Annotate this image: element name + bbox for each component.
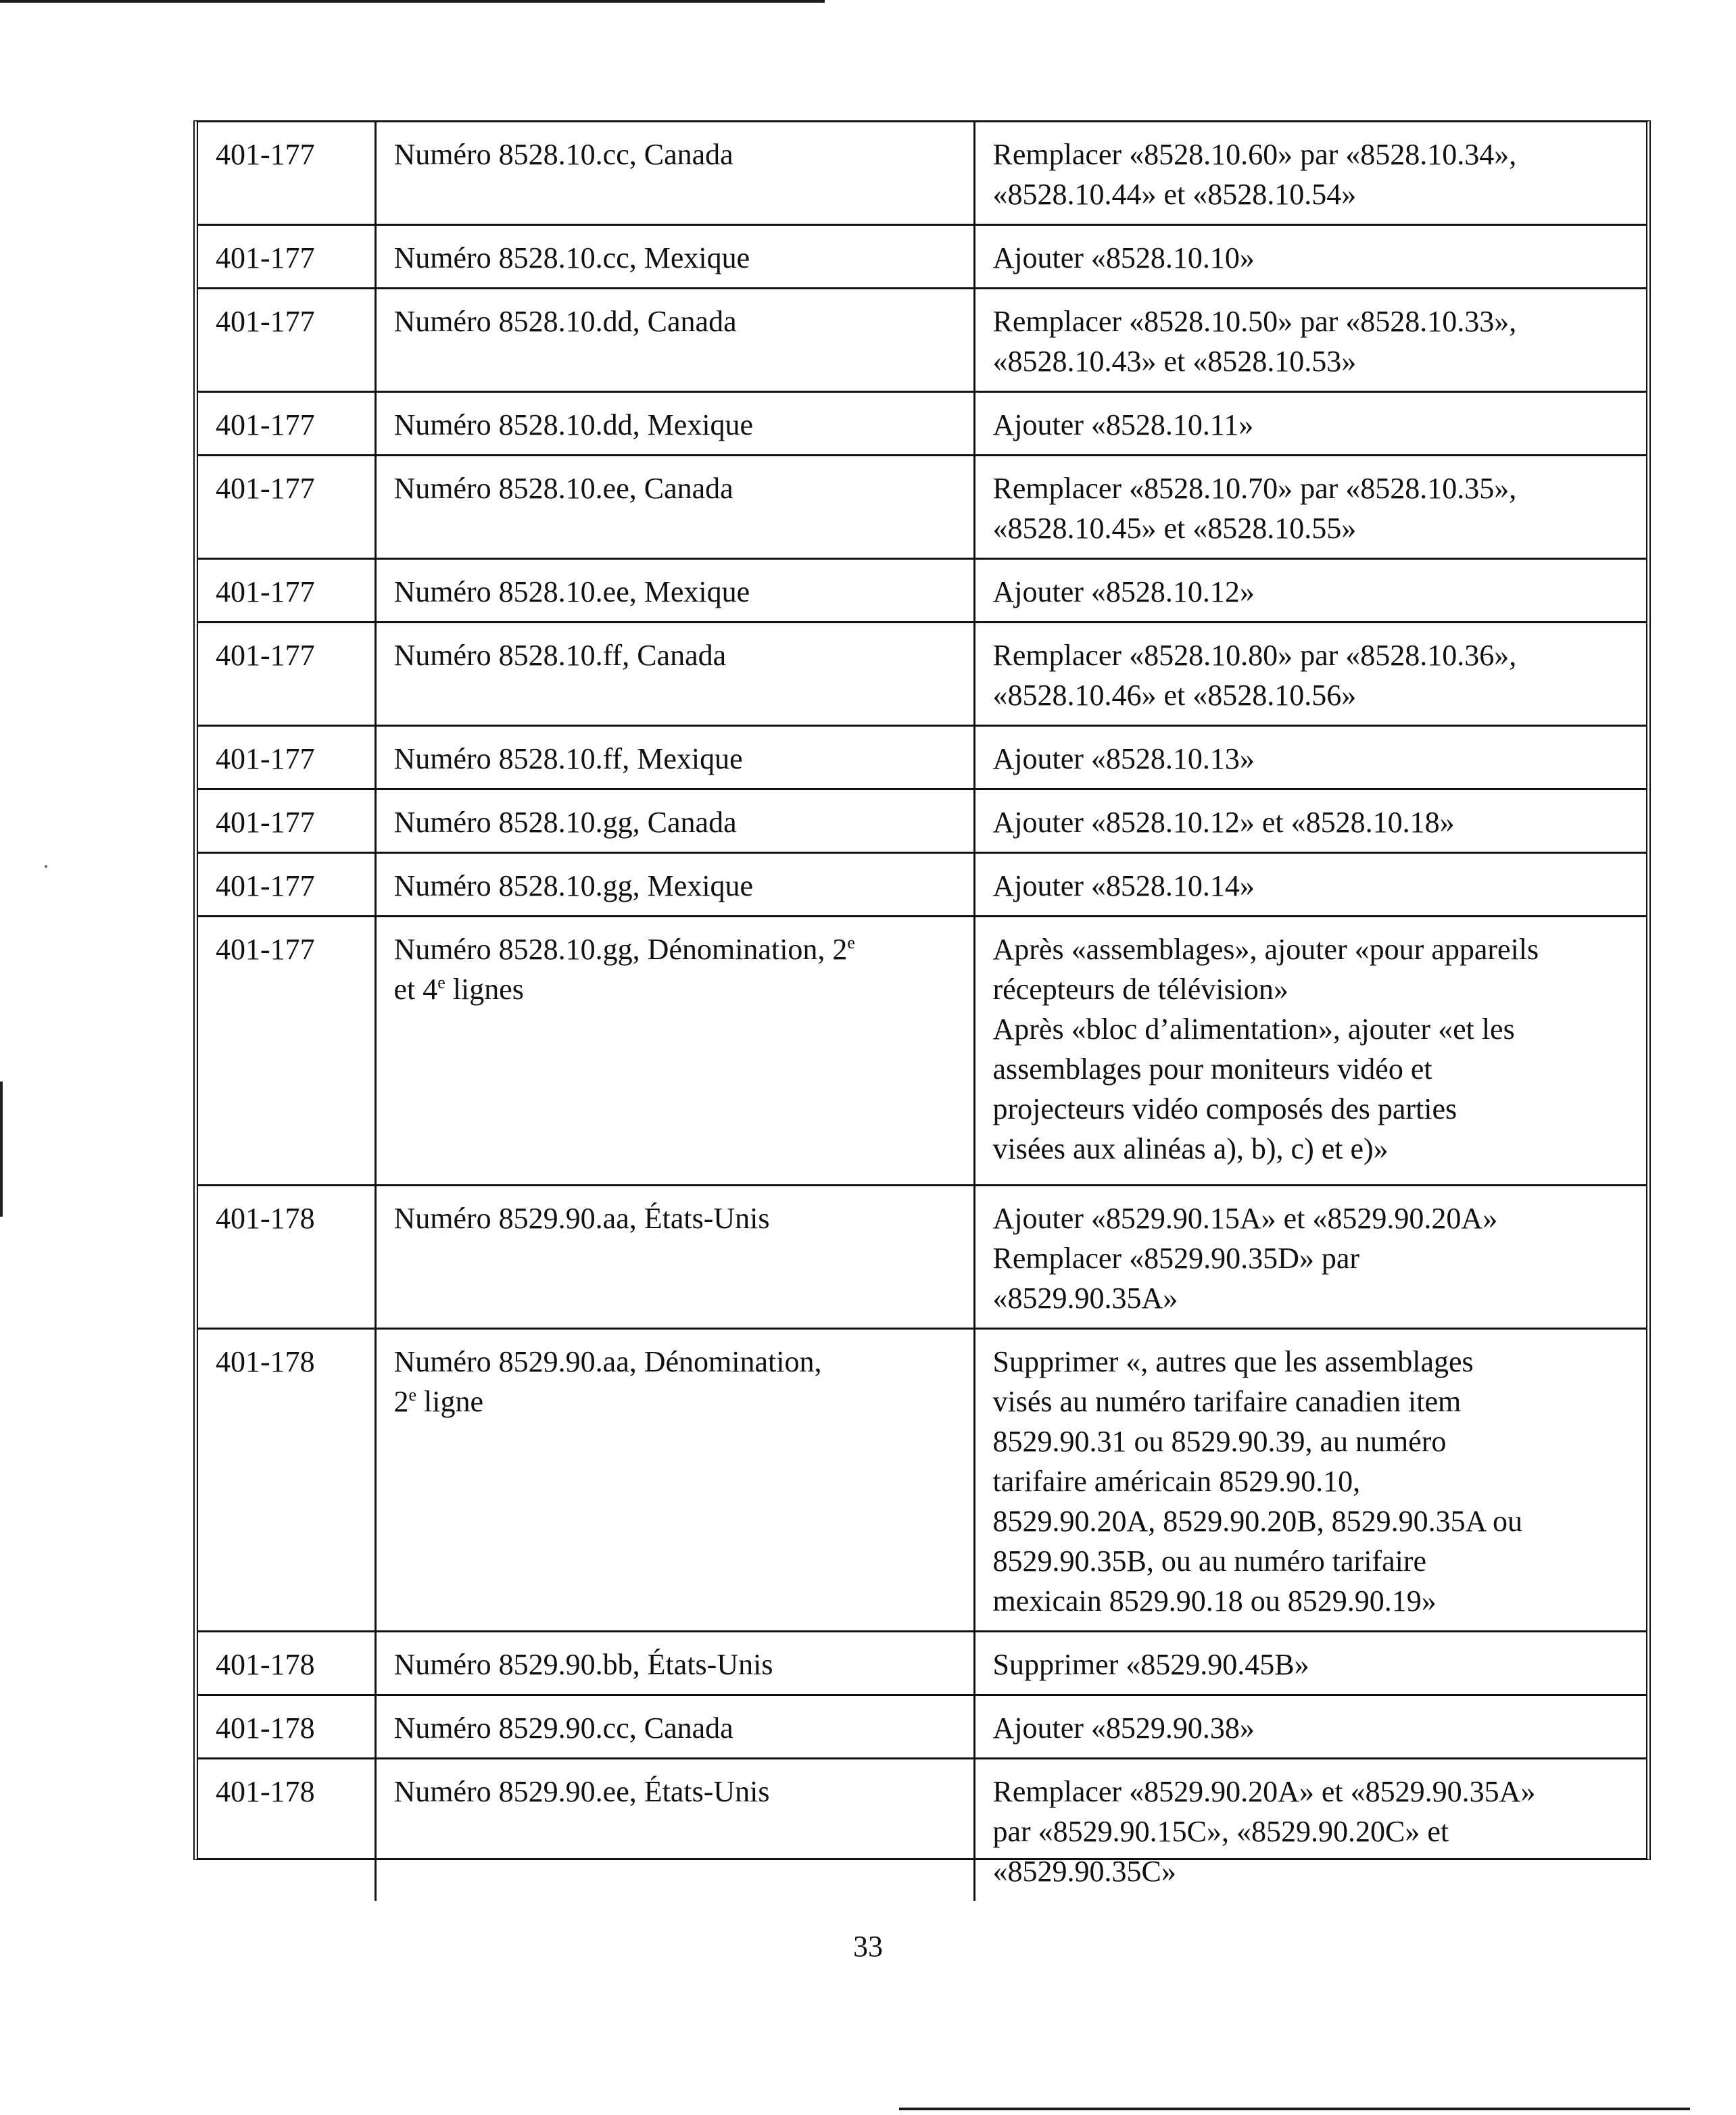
item-cell: Numéro 8528.10.dd, Mexique xyxy=(375,392,974,456)
change-cell: Remplacer «8528.10.70» par «8528.10.35», «8528.10.45» et «8528.10.55» xyxy=(974,456,1646,559)
scan-speck xyxy=(45,865,47,868)
amendments-table xyxy=(198,122,1646,1901)
reference-cell: 401-177 xyxy=(198,289,375,392)
amendments-table-frame xyxy=(193,120,1651,1888)
item-cell: Numéro 8528.10.cc, Canada xyxy=(375,122,974,225)
change-cell: Ajouter «8528.10.12» xyxy=(974,559,1646,623)
change-cell: Ajouter «8528.10.13» xyxy=(974,726,1646,789)
reference-cell: 401-177 xyxy=(198,392,375,456)
item-cell: Numéro 8529.90.aa, Dénomination, 2e ligne xyxy=(375,1329,974,1632)
change-cell: Remplacer «8528.10.60» par «8528.10.34», «8528.10.44» et «8528.10.54» xyxy=(974,122,1646,225)
change-cell: Après «assemblages», ajouter «pour appareils récepteurs de télévision» Après «bloc d’alimentation», ajouter «et les assemblages pour moniteurs vidéo et projecteurs vidéo composés des parties visées aux alinéas a), b), c) et e)» xyxy=(974,917,1646,1186)
reference-cell: 401-178 xyxy=(198,1186,375,1329)
item-cell: Numéro 8529.90.cc, Canada xyxy=(375,1695,974,1759)
table-row xyxy=(198,726,1646,789)
change-cell: Ajouter «8528.10.12» et «8528.10.18» xyxy=(974,789,1646,853)
item-cell: Numéro 8528.10.ee, Mexique xyxy=(375,559,974,623)
item-cell: Numéro 8528.10.dd, Canada xyxy=(375,289,974,392)
table-row xyxy=(198,623,1646,726)
reference-cell: 401-177 xyxy=(198,789,375,853)
scan-edge-bottom xyxy=(899,2108,1690,2110)
page-number: 33 xyxy=(853,1930,883,1963)
item-cell: Numéro 8529.90.ee, États-Unis xyxy=(375,1759,974,1901)
change-cell: Ajouter «8529.90.38» xyxy=(974,1695,1646,1759)
table-row xyxy=(198,1695,1646,1759)
table-row xyxy=(198,225,1646,289)
table-row xyxy=(198,917,1646,1186)
reference-cell: 401-177 xyxy=(198,122,375,225)
reference-cell: 401-177 xyxy=(198,917,375,1186)
change-cell: Ajouter «8529.90.15A» et «8529.90.20A» Remplacer «8529.90.35D» par «8529.90.35A» xyxy=(974,1186,1646,1329)
change-cell: Remplacer «8528.10.50» par «8528.10.33», «8528.10.43» et «8528.10.53» xyxy=(974,289,1646,392)
change-cell: Supprimer «, autres que les assemblages visés au numéro tarifaire canadien item 8529.90.31 ou 8529.90.39, au numéro tarifaire américain 8529.90.10, 8529.90.20A, 8529.90.20B, 8529.90.35A ou 8529.90.35B, ou au numéro tarifaire mexicain 8529.90.18 ou 8529.90.19» xyxy=(974,1329,1646,1632)
table-row xyxy=(198,1759,1646,1901)
table-row xyxy=(198,1329,1646,1632)
reference-cell: 401-178 xyxy=(198,1632,375,1695)
item-cell: Numéro 8528.10.ff, Mexique xyxy=(375,726,974,789)
table-row xyxy=(198,1186,1646,1329)
change-cell: Ajouter «8528.10.10» xyxy=(974,225,1646,289)
scan-edge-top xyxy=(0,0,825,3)
scan-edge-left xyxy=(0,1081,3,1217)
reference-cell: 401-177 xyxy=(198,225,375,289)
reference-cell: 401-177 xyxy=(198,559,375,623)
item-cell: Numéro 8528.10.ee, Canada xyxy=(375,456,974,559)
item-cell: Numéro 8528.10.ff, Canada xyxy=(375,623,974,726)
item-cell: Numéro 8529.90.bb, États-Unis xyxy=(375,1632,974,1695)
reference-cell: 401-177 xyxy=(198,456,375,559)
reference-cell: 401-177 xyxy=(198,853,375,917)
item-cell: Numéro 8528.10.gg, Dénomination, 2e et 4e lignes xyxy=(375,917,974,1186)
table-row xyxy=(198,456,1646,559)
table-row xyxy=(198,559,1646,623)
change-cell: Remplacer «8528.10.80» par «8528.10.36», «8528.10.46» et «8528.10.56» xyxy=(974,623,1646,726)
table-row xyxy=(198,1632,1646,1695)
item-cell: Numéro 8529.90.aa, États-Unis xyxy=(375,1186,974,1329)
table-row xyxy=(198,853,1646,917)
table-row xyxy=(198,289,1646,392)
item-cell: Numéro 8528.10.cc, Mexique xyxy=(375,225,974,289)
reference-cell: 401-178 xyxy=(198,1695,375,1759)
change-cell: Ajouter «8528.10.14» xyxy=(974,853,1646,917)
reference-cell: 401-177 xyxy=(198,726,375,789)
reference-cell: 401-177 xyxy=(198,623,375,726)
change-cell: Supprimer «8529.90.45B» xyxy=(974,1632,1646,1695)
reference-cell: 401-178 xyxy=(198,1759,375,1901)
change-cell: Ajouter «8528.10.11» xyxy=(974,392,1646,456)
table-row xyxy=(198,789,1646,853)
reference-cell: 401-178 xyxy=(198,1329,375,1632)
table-row xyxy=(198,122,1646,225)
item-cell: Numéro 8528.10.gg, Mexique xyxy=(375,853,974,917)
item-cell: Numéro 8528.10.gg, Canada xyxy=(375,789,974,853)
change-cell: Remplacer «8529.90.20A» et «8529.90.35A» par «8529.90.15C», «8529.90.20C» et «8529.90.35C» xyxy=(974,1759,1646,1901)
table-row xyxy=(198,392,1646,456)
